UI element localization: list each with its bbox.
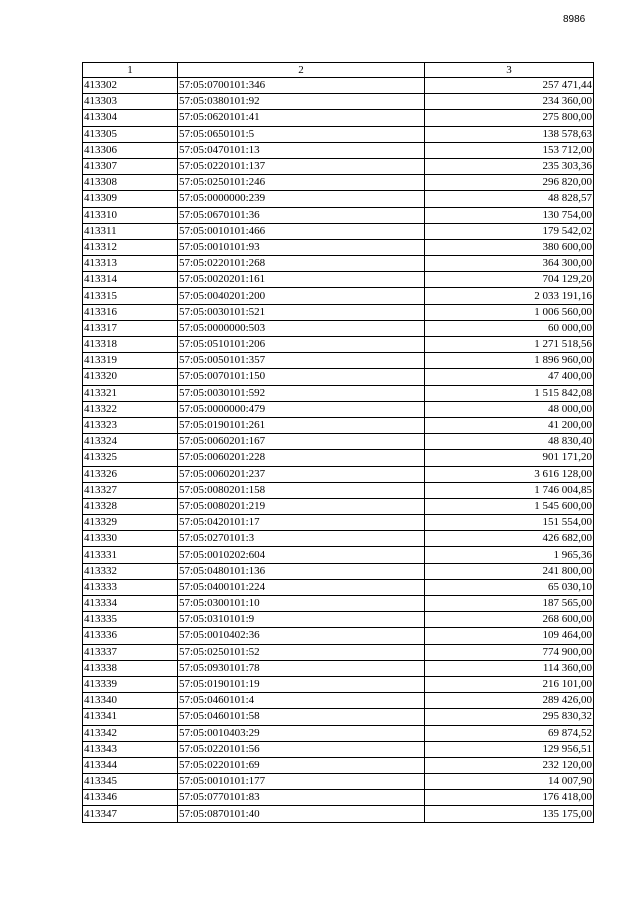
cadastral-number-cell: 57:05:0040201:200 <box>178 288 425 304</box>
table-row <box>83 563 594 579</box>
cadastral-number-cell: 57:05:0480101:136 <box>178 563 425 579</box>
value-cell: 3 616 128,00 <box>425 466 594 482</box>
cadastral-number-cell: 57:05:0670101:36 <box>178 207 425 223</box>
cadastral-number-cell: 57:05:0770101:83 <box>178 790 425 806</box>
table-row <box>83 806 594 822</box>
table-row <box>83 757 594 773</box>
cadastral-number-cell: 57:05:0930101:78 <box>178 660 425 676</box>
cadastral-number-cell: 57:05:0700101:346 <box>178 78 425 94</box>
row-number-cell: 413327 <box>83 482 178 498</box>
row-number-cell: 413333 <box>83 579 178 595</box>
column-header-1: 1 <box>83 63 178 78</box>
cadastral-number-cell: 57:05:0220101:137 <box>178 158 425 174</box>
cadastral-number-cell: 57:05:0010403:29 <box>178 725 425 741</box>
row-number-cell: 413321 <box>83 385 178 401</box>
row-number-cell: 413303 <box>83 94 178 110</box>
cadastral-number-cell: 57:05:0190101:261 <box>178 417 425 433</box>
value-cell: 289 426,00 <box>425 693 594 709</box>
row-number-cell: 413324 <box>83 434 178 450</box>
cadastral-number-cell: 57:05:0080201:219 <box>178 498 425 514</box>
table-row <box>83 498 594 514</box>
table-row <box>83 515 594 531</box>
value-cell: 114 360,00 <box>425 660 594 676</box>
cadastral-number-cell: 57:05:0510101:206 <box>178 337 425 353</box>
cadastral-number-cell: 57:05:0020201:161 <box>178 272 425 288</box>
table-row <box>83 239 594 255</box>
value-cell: 69 874,52 <box>425 725 594 741</box>
row-number-cell: 413346 <box>83 790 178 806</box>
cadastral-number-cell: 57:05:0270101:3 <box>178 531 425 547</box>
table-row <box>83 288 594 304</box>
value-cell: 151 554,00 <box>425 515 594 531</box>
value-cell: 364 300,00 <box>425 256 594 272</box>
value-cell: 48 828,57 <box>425 191 594 207</box>
value-cell: 60 000,00 <box>425 320 594 336</box>
table-header-row <box>83 63 594 78</box>
value-cell: 187 565,00 <box>425 596 594 612</box>
table-row <box>83 337 594 353</box>
cadastral-number-cell: 57:05:0620101:41 <box>178 110 425 126</box>
value-cell: 901 171,20 <box>425 450 594 466</box>
table-row <box>83 676 594 692</box>
value-cell: 48 000,00 <box>425 401 594 417</box>
cadastral-number-cell: 57:05:0190101:19 <box>178 676 425 692</box>
row-number-cell: 413331 <box>83 547 178 563</box>
value-cell: 1 515 842,08 <box>425 385 594 401</box>
value-cell: 14 007,90 <box>425 774 594 790</box>
table-row <box>83 158 594 174</box>
row-number-cell: 413308 <box>83 175 178 191</box>
cadastral-number-cell: 57:05:0250101:246 <box>178 175 425 191</box>
row-number-cell: 413316 <box>83 304 178 320</box>
row-number-cell: 413312 <box>83 239 178 255</box>
cadastral-number-cell: 57:05:0400101:224 <box>178 579 425 595</box>
cadastral-number-cell: 57:05:0000000:479 <box>178 401 425 417</box>
cadastral-number-cell: 57:05:0080201:158 <box>178 482 425 498</box>
table-row <box>83 596 594 612</box>
row-number-cell: 413306 <box>83 142 178 158</box>
cadastral-number-cell: 57:05:0010101:93 <box>178 239 425 255</box>
row-number-cell: 413302 <box>83 78 178 94</box>
cadastral-number-cell: 57:05:0060201:228 <box>178 450 425 466</box>
table-row <box>83 110 594 126</box>
row-number-cell: 413332 <box>83 563 178 579</box>
row-number-cell: 413347 <box>83 806 178 822</box>
table-row <box>83 660 594 676</box>
cadastral-number-cell: 57:05:0470101:13 <box>178 142 425 158</box>
table-row <box>83 628 594 644</box>
table-row <box>83 450 594 466</box>
row-number-cell: 413310 <box>83 207 178 223</box>
column-header-2: 2 <box>178 63 425 78</box>
cadastral-number-cell: 57:05:0030101:592 <box>178 385 425 401</box>
table-row <box>83 175 594 191</box>
cadastral-number-cell: 57:05:0010402:36 <box>178 628 425 644</box>
value-cell: 241 800,00 <box>425 563 594 579</box>
value-cell: 65 030,10 <box>425 579 594 595</box>
cadastral-number-cell: 57:05:0010202:604 <box>178 547 425 563</box>
cadastral-number-cell: 57:05:0070101:150 <box>178 369 425 385</box>
value-cell: 235 303,36 <box>425 158 594 174</box>
value-cell: 129 956,51 <box>425 741 594 757</box>
value-cell: 1 746 004,85 <box>425 482 594 498</box>
value-cell: 774 900,00 <box>425 644 594 660</box>
cadastral-number-cell: 57:05:0000000:239 <box>178 191 425 207</box>
row-number-cell: 413311 <box>83 223 178 239</box>
value-cell: 1 545 600,00 <box>425 498 594 514</box>
cadastral-number-cell: 57:05:0220101:268 <box>178 256 425 272</box>
row-number-cell: 413328 <box>83 498 178 514</box>
cadastral-number-cell: 57:05:0030101:521 <box>178 304 425 320</box>
row-number-cell: 413304 <box>83 110 178 126</box>
value-cell: 109 464,00 <box>425 628 594 644</box>
row-number-cell: 413334 <box>83 596 178 612</box>
value-cell: 380 600,00 <box>425 239 594 255</box>
table-row <box>83 579 594 595</box>
page-number: 8986 <box>563 14 586 25</box>
value-cell: 1 271 518,56 <box>425 337 594 353</box>
row-number-cell: 413335 <box>83 612 178 628</box>
value-cell: 704 129,20 <box>425 272 594 288</box>
row-number-cell: 413340 <box>83 693 178 709</box>
table-row <box>83 142 594 158</box>
column-header-3: 3 <box>425 63 594 78</box>
row-number-cell: 413344 <box>83 757 178 773</box>
registry-table <box>82 62 594 823</box>
value-cell: 135 175,00 <box>425 806 594 822</box>
cadastral-number-cell: 57:05:0250101:52 <box>178 644 425 660</box>
table-row <box>83 126 594 142</box>
table-row <box>83 417 594 433</box>
table-row <box>83 741 594 757</box>
value-cell: 41 200,00 <box>425 417 594 433</box>
table-body <box>83 78 594 823</box>
value-cell: 138 578,63 <box>425 126 594 142</box>
row-number-cell: 413326 <box>83 466 178 482</box>
row-number-cell: 413323 <box>83 417 178 433</box>
row-number-cell: 413314 <box>83 272 178 288</box>
table-row <box>83 434 594 450</box>
row-number-cell: 413305 <box>83 126 178 142</box>
cadastral-number-cell: 57:05:0220101:56 <box>178 741 425 757</box>
value-cell: 268 600,00 <box>425 612 594 628</box>
table-row <box>83 401 594 417</box>
table-row <box>83 547 594 563</box>
value-cell: 275 800,00 <box>425 110 594 126</box>
table-row <box>83 223 594 239</box>
value-cell: 153 712,00 <box>425 142 594 158</box>
value-cell: 47 400,00 <box>425 369 594 385</box>
row-number-cell: 413343 <box>83 741 178 757</box>
row-number-cell: 413338 <box>83 660 178 676</box>
table-row <box>83 482 594 498</box>
row-number-cell: 413313 <box>83 256 178 272</box>
cadastral-number-cell: 57:05:0300101:10 <box>178 596 425 612</box>
value-cell: 48 830,40 <box>425 434 594 450</box>
table-row <box>83 272 594 288</box>
row-number-cell: 413336 <box>83 628 178 644</box>
row-number-cell: 413329 <box>83 515 178 531</box>
row-number-cell: 413339 <box>83 676 178 692</box>
table-row <box>83 709 594 725</box>
cadastral-number-cell: 57:05:0420101:17 <box>178 515 425 531</box>
value-cell: 1 896 960,00 <box>425 353 594 369</box>
row-number-cell: 413318 <box>83 337 178 353</box>
cadastral-number-cell: 57:05:0010101:466 <box>178 223 425 239</box>
value-cell: 176 418,00 <box>425 790 594 806</box>
table-row <box>83 94 594 110</box>
row-number-cell: 413315 <box>83 288 178 304</box>
table-row <box>83 304 594 320</box>
row-number-cell: 413322 <box>83 401 178 417</box>
table-row <box>83 191 594 207</box>
value-cell: 426 682,00 <box>425 531 594 547</box>
row-number-cell: 413309 <box>83 191 178 207</box>
cadastral-number-cell: 57:05:0060201:237 <box>178 466 425 482</box>
cadastral-number-cell: 57:05:0010101:177 <box>178 774 425 790</box>
row-number-cell: 413325 <box>83 450 178 466</box>
value-cell: 295 830,32 <box>425 709 594 725</box>
row-number-cell: 413319 <box>83 353 178 369</box>
value-cell: 257 471,44 <box>425 78 594 94</box>
table-row <box>83 466 594 482</box>
value-cell: 130 754,00 <box>425 207 594 223</box>
table-row <box>83 725 594 741</box>
value-cell: 296 820,00 <box>425 175 594 191</box>
row-number-cell: 413341 <box>83 709 178 725</box>
table-row <box>83 612 594 628</box>
row-number-cell: 413307 <box>83 158 178 174</box>
table-row <box>83 644 594 660</box>
table-row <box>83 693 594 709</box>
row-number-cell: 413320 <box>83 369 178 385</box>
table-row <box>83 207 594 223</box>
cadastral-number-cell: 57:05:0000000:503 <box>178 320 425 336</box>
table-row <box>83 369 594 385</box>
row-number-cell: 413330 <box>83 531 178 547</box>
table-row <box>83 385 594 401</box>
value-cell: 1 965,36 <box>425 547 594 563</box>
cadastral-number-cell: 57:05:0220101:69 <box>178 757 425 773</box>
cadastral-number-cell: 57:05:0460101:58 <box>178 709 425 725</box>
cadastral-number-cell: 57:05:0650101:5 <box>178 126 425 142</box>
value-cell: 216 101,00 <box>425 676 594 692</box>
value-cell: 1 006 560,00 <box>425 304 594 320</box>
cadastral-number-cell: 57:05:0380101:92 <box>178 94 425 110</box>
cadastral-number-cell: 57:05:0050101:357 <box>178 353 425 369</box>
cadastral-number-cell: 57:05:0060201:167 <box>178 434 425 450</box>
value-cell: 2 033 191,16 <box>425 288 594 304</box>
row-number-cell: 413337 <box>83 644 178 660</box>
cadastral-number-cell: 57:05:0310101:9 <box>178 612 425 628</box>
value-cell: 179 542,02 <box>425 223 594 239</box>
value-cell: 232 120,00 <box>425 757 594 773</box>
table-row <box>83 790 594 806</box>
table-row <box>83 320 594 336</box>
table-row <box>83 256 594 272</box>
table-row <box>83 531 594 547</box>
row-number-cell: 413342 <box>83 725 178 741</box>
table-row <box>83 774 594 790</box>
table-row <box>83 78 594 94</box>
table-row <box>83 353 594 369</box>
value-cell: 234 360,00 <box>425 94 594 110</box>
cadastral-number-cell: 57:05:0870101:40 <box>178 806 425 822</box>
row-number-cell: 413345 <box>83 774 178 790</box>
cadastral-number-cell: 57:05:0460101:4 <box>178 693 425 709</box>
row-number-cell: 413317 <box>83 320 178 336</box>
